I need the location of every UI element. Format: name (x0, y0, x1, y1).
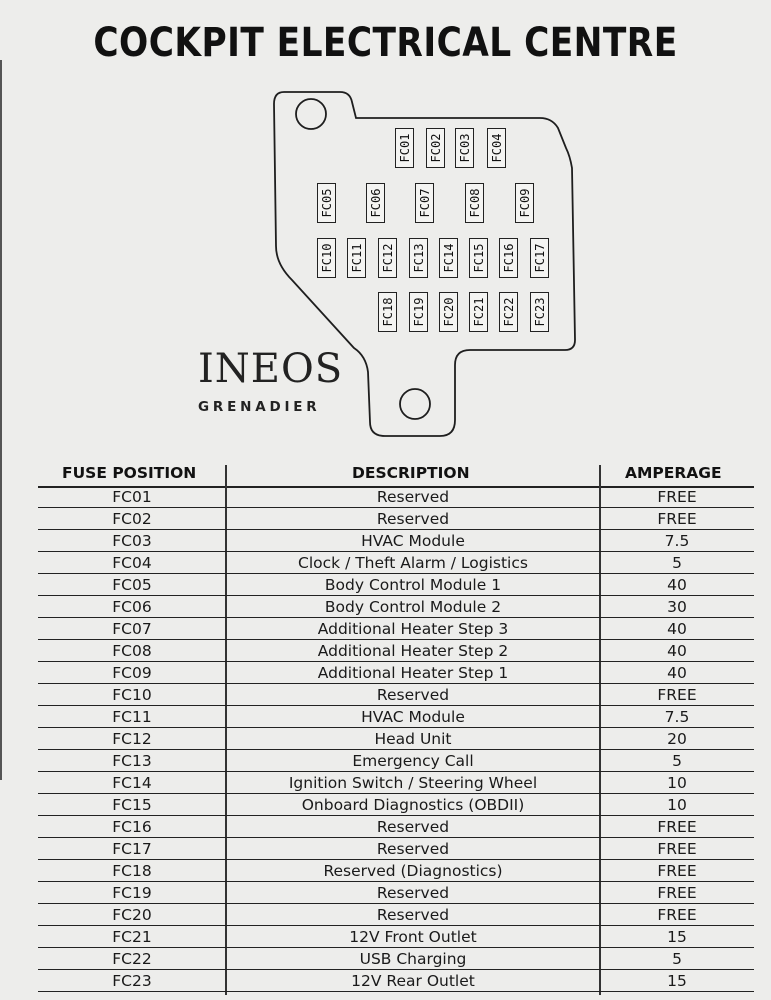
fuse-slot (469, 238, 488, 278)
amperage-cell: 40 (667, 620, 687, 638)
fuse-position-cell: FC14 (112, 774, 152, 792)
description-cell: Onboard Diagnostics (OBDII) (301, 796, 525, 814)
fuse-label: FC08 (467, 188, 482, 218)
fuse-slot (515, 183, 534, 223)
fuse-slot (530, 238, 549, 278)
header-amperage: AMPERAGE (625, 464, 722, 482)
description-cell: Additional Heater Step 2 (317, 642, 509, 660)
amperage-cell: 30 (667, 598, 687, 616)
table-row (38, 574, 754, 596)
fuse-position-cell: FC16 (112, 818, 152, 836)
fuse-slot (439, 292, 458, 332)
amperage-cell: FREE (657, 862, 697, 880)
description-cell: Clock / Theft Alarm / Logistics (298, 554, 528, 572)
amperage-cell: 10 (667, 774, 687, 792)
amperage-cell: 40 (667, 664, 687, 682)
amperage-cell: 5 (672, 554, 682, 572)
description-cell: USB Charging (359, 950, 467, 968)
fuse-position-cell: FC19 (112, 884, 152, 902)
fuse-slot (409, 238, 428, 278)
fuse-position-cell: FC10 (112, 686, 152, 704)
mounting-hole-bottom (400, 389, 430, 419)
description-cell: Additional Heater Step 3 (317, 620, 509, 638)
fuse-position-cell: FC07 (112, 620, 152, 638)
fuse-label: FC22 (501, 297, 516, 327)
fuse-position-cell: FC04 (112, 554, 152, 572)
table-row (38, 684, 754, 706)
fuse-slot (530, 292, 549, 332)
description-cell: Body Control Module 2 (324, 598, 502, 616)
fuse-label: FC17 (532, 243, 547, 273)
fuse-position-cell: FC20 (112, 906, 152, 924)
table-row (38, 926, 754, 948)
mounting-hole-top (296, 99, 326, 129)
fuse-position-cell: FC22 (112, 950, 152, 968)
amperage-cell: FREE (657, 818, 697, 836)
description-cell: HVAC Module (361, 708, 465, 726)
table-row (38, 750, 754, 772)
fuse-position-cell: FC03 (112, 532, 152, 550)
table-row (38, 772, 754, 794)
table-row (38, 904, 754, 926)
fuse-label: FC10 (319, 243, 334, 273)
description-cell: Reserved (376, 686, 450, 704)
amperage-cell: FREE (657, 840, 697, 858)
fuse-position-cell: FC02 (112, 510, 152, 528)
table-row (38, 816, 754, 838)
fuse-label: FC13 (411, 243, 426, 273)
fuse-slot (499, 292, 518, 332)
fuse-position-cell: FC01 (112, 488, 152, 506)
fuse-label: FC11 (349, 243, 364, 273)
description-cell: 12V Rear Outlet (351, 972, 475, 990)
header-description: DESCRIPTION (352, 464, 470, 482)
fuse-label: FC23 (532, 297, 547, 327)
fuse-label: FC16 (501, 243, 516, 273)
fuse-label: FC01 (397, 133, 412, 163)
fuse-slot (378, 238, 397, 278)
amperage-cell: 7.5 (664, 708, 690, 726)
description-cell: Reserved (376, 906, 450, 924)
fuse-label: FC03 (457, 133, 472, 163)
amperage-cell: 20 (667, 730, 687, 748)
fuse-position-cell: FC06 (112, 598, 152, 616)
amperage-cell: 40 (667, 642, 687, 660)
table-row (38, 860, 754, 882)
amperage-cell: FREE (657, 884, 697, 902)
fuse-slot (439, 238, 458, 278)
fuse-position-cell: FC09 (112, 664, 152, 682)
fuse-slot (409, 292, 428, 332)
fuse-slot (455, 128, 474, 168)
fuse-position-cell: FC12 (112, 730, 152, 748)
table-row (38, 794, 754, 816)
description-cell: Emergency Call (352, 752, 474, 770)
page-title: COCKPIT ELECTRICAL CENTRE (93, 20, 678, 66)
fuse-slot (378, 292, 397, 332)
table-row (38, 948, 754, 970)
fuse-position-cell: FC08 (112, 642, 152, 660)
table-row (38, 508, 754, 530)
fuse-slot (366, 183, 385, 223)
description-cell: Reserved (Diagnostics) (323, 862, 503, 880)
fuse-box-outline (0, 0, 771, 460)
table-row (38, 882, 754, 904)
amperage-cell: 5 (672, 950, 682, 968)
fuse-slot (487, 128, 506, 168)
fuse-position-cell: FC05 (112, 576, 152, 594)
table-row (38, 552, 754, 574)
ineos-logo (198, 346, 343, 392)
fuse-label: FC06 (368, 188, 383, 218)
fuse-position-cell: FC23 (112, 972, 152, 990)
description-cell: HVAC Module (361, 532, 465, 550)
amperage-cell: FREE (657, 686, 697, 704)
table-row (38, 838, 754, 860)
table-row (38, 486, 754, 508)
amperage-cell: FREE (657, 906, 697, 924)
description-cell: Ignition Switch / Steering Wheel (288, 774, 538, 792)
description-cell: 12V Front Outlet (349, 928, 477, 946)
amperage-cell: 5 (672, 752, 682, 770)
fuse-label: FC05 (319, 188, 334, 218)
amperage-cell: 10 (667, 796, 687, 814)
fuse-slot (469, 292, 488, 332)
fuse-label: FC18 (380, 297, 395, 327)
fuse-position-cell: FC15 (112, 796, 152, 814)
fuse-label: FC14 (441, 243, 456, 273)
amperage-cell: 7.5 (664, 532, 690, 550)
header-fuse-position: FUSE POSITION (62, 464, 197, 482)
table-row (38, 640, 754, 662)
fuse-position-cell: FC11 (112, 708, 152, 726)
description-cell: Reserved (376, 818, 450, 836)
logo-brand-text: INEOS (198, 346, 344, 392)
fuse-label: FC19 (411, 297, 426, 327)
table-row (38, 530, 754, 552)
fuse-label: FC04 (489, 133, 504, 163)
fuse-slot (426, 128, 445, 168)
fuse-slot (499, 238, 518, 278)
table-row (38, 970, 754, 992)
fuse-position-cell: FC18 (112, 862, 152, 880)
amperage-cell: 15 (667, 972, 687, 990)
description-cell: Reserved (376, 884, 450, 902)
description-cell: Reserved (376, 488, 450, 506)
fuse-label: FC02 (428, 133, 443, 163)
grenadier-logo-text: GRENADIER (198, 399, 321, 415)
fuse-label: FC15 (471, 243, 486, 273)
description-cell: Body Control Module 1 (324, 576, 502, 594)
amperage-cell: FREE (657, 510, 697, 528)
amperage-cell: 15 (667, 928, 687, 946)
amperage-cell: FREE (657, 488, 697, 506)
description-cell: Reserved (376, 840, 450, 858)
fuse-label: FC07 (417, 188, 432, 218)
fuse-label: FC09 (517, 188, 532, 218)
fuse-slot (317, 183, 336, 223)
table-row (38, 728, 754, 750)
fuse-label: FC20 (441, 297, 456, 327)
fuse-position-cell: FC21 (112, 928, 152, 946)
fuse-slot (395, 128, 414, 168)
fuse-position-cell: FC17 (112, 840, 152, 858)
description-cell: Head Unit (374, 730, 452, 748)
description-cell: Reserved (376, 510, 450, 528)
table-row (38, 706, 754, 728)
fuse-slot (465, 183, 484, 223)
fuse-slot (415, 183, 434, 223)
table-row (38, 596, 754, 618)
amperage-cell: 40 (667, 576, 687, 594)
fuse-label: FC12 (380, 243, 395, 273)
fuse-position-cell: FC13 (112, 752, 152, 770)
table-row (38, 662, 754, 684)
fuse-slot (317, 238, 336, 278)
table-row (38, 618, 754, 640)
fuse-label: FC21 (471, 297, 486, 327)
fuse-slot (347, 238, 366, 278)
description-cell: Additional Heater Step 1 (317, 664, 509, 682)
